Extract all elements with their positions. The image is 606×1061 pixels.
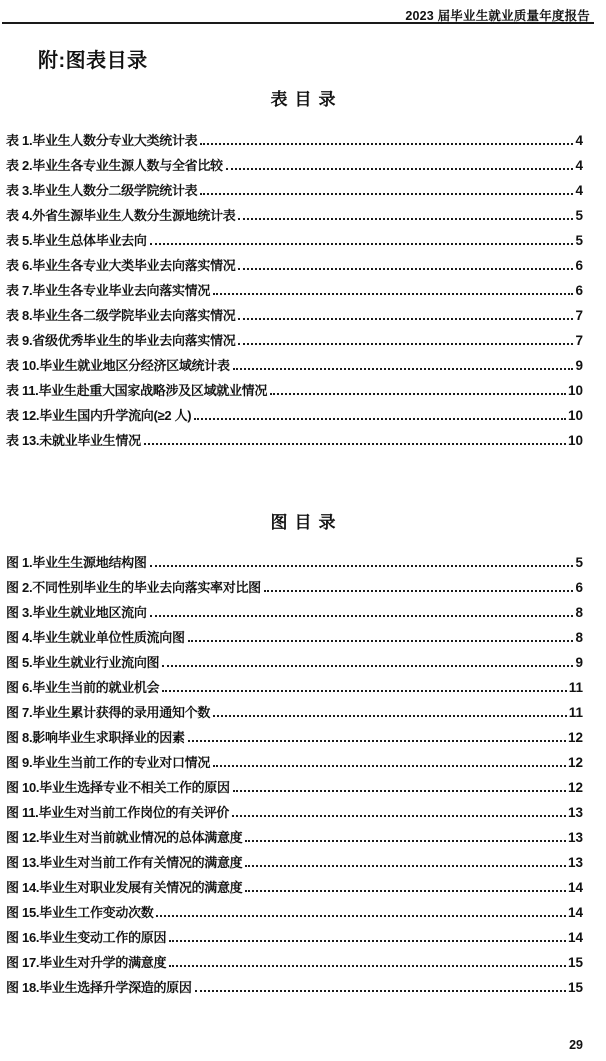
toc-entry-label: 图 5.毕业生就业行业流向图	[6, 655, 160, 670]
toc-entry-label: 表 7.毕业生各专业毕业去向落实情况	[6, 283, 211, 298]
toc-dot-leader	[245, 890, 566, 892]
toc-dot-leader	[232, 815, 566, 817]
toc-entry[interactable]	[6, 399, 583, 424]
toc-entry[interactable]	[6, 796, 583, 821]
figure-toc-list	[6, 546, 583, 996]
toc-entry-label: 表 2.毕业生各专业生源人数与全省比较	[6, 158, 223, 173]
toc-dot-leader	[156, 915, 565, 917]
toc-entry-label: 图 7.毕业生累计获得的录用通知个数	[6, 705, 211, 720]
toc-dot-leader	[226, 168, 574, 170]
toc-entry-page: 6	[575, 257, 583, 273]
toc-dot-leader	[238, 218, 573, 220]
toc-entry-label: 表 11.毕业生赴重大国家战略涉及区域就业情况	[6, 383, 268, 398]
toc-entry-page: 6	[575, 579, 583, 595]
toc-dot-leader	[245, 865, 566, 867]
toc-entry[interactable]	[6, 424, 583, 449]
toc-entry-page: 6	[575, 282, 583, 298]
toc-dot-leader	[200, 143, 573, 145]
toc-entry[interactable]	[6, 149, 583, 174]
toc-entry-label: 表 6.毕业生各专业大类毕业去向落实情况	[6, 258, 236, 273]
toc-entry-page: 15	[567, 979, 583, 995]
toc-entry-label: 图 17.毕业生对升学的满意度	[6, 955, 167, 970]
toc-entry-label: 图 15.毕业生工作变动次数	[6, 905, 154, 920]
toc-entry[interactable]	[6, 596, 583, 621]
toc-entry[interactable]	[6, 646, 583, 671]
toc-entry-page: 5	[575, 554, 583, 570]
toc-dot-leader	[195, 990, 566, 992]
header-divider-line	[2, 22, 594, 24]
toc-dot-leader	[200, 193, 573, 195]
toc-dot-leader	[150, 615, 574, 617]
toc-entry[interactable]	[6, 871, 583, 896]
toc-dot-leader	[213, 293, 573, 295]
toc-dot-leader	[169, 940, 566, 942]
toc-entry-page: 13	[567, 854, 583, 870]
toc-entry[interactable]	[6, 696, 583, 721]
toc-dot-leader	[150, 565, 574, 567]
toc-entry-page: 13	[567, 804, 583, 820]
toc-entry-label: 图 3.毕业生就业地区流向	[6, 605, 147, 620]
toc-entry-page: 14	[567, 879, 583, 895]
toc-entry-page: 12	[567, 729, 583, 745]
toc-entry[interactable]	[6, 746, 583, 771]
toc-entry-label: 图 2.不同性别毕业生的毕业去向落实率对比图	[6, 580, 261, 595]
toc-entry[interactable]	[6, 971, 583, 996]
toc-entry-label: 表 8.毕业生各二级学院毕业去向落实情况	[6, 308, 236, 323]
toc-entry[interactable]	[6, 921, 583, 946]
toc-entry-page: 4	[575, 182, 583, 198]
toc-entry-label: 图 11.毕业生对当前工作岗位的有关评价	[6, 805, 229, 820]
toc-entry-label: 图 12.毕业生对当前就业情况的总体满意度	[6, 830, 243, 845]
toc-entry-label: 图 9.毕业生当前工作的专业对口情况	[6, 755, 211, 770]
toc-dot-leader	[169, 965, 566, 967]
toc-entry-page: 11	[568, 679, 583, 695]
toc-dot-leader	[233, 368, 574, 370]
toc-entry-page: 9	[575, 357, 583, 373]
toc-entry-page: 15	[567, 954, 583, 970]
toc-entry[interactable]	[6, 249, 583, 274]
toc-entry-label: 表 9.省级优秀毕业生的毕业去向落实情况	[6, 333, 236, 348]
toc-dot-leader	[245, 840, 566, 842]
toc-entry-page: 13	[567, 829, 583, 845]
toc-dot-leader	[213, 765, 566, 767]
toc-entry-label: 表 4.外省生源毕业生人数分生源地统计表	[6, 208, 236, 223]
toc-entry[interactable]	[6, 946, 583, 971]
table-toc-section-title: 表目录	[270, 90, 343, 110]
toc-entry[interactable]	[6, 546, 583, 571]
page-number: 29	[569, 1038, 583, 1052]
appendix-title: 附:图表目录	[38, 50, 148, 72]
toc-entry-label: 图 6.毕业生当前的就业机会	[6, 680, 160, 695]
toc-entry-page: 10	[567, 407, 583, 423]
toc-entry[interactable]	[6, 821, 583, 846]
toc-entry-label: 图 4.毕业生就业单位性质流向图	[6, 630, 185, 645]
toc-dot-leader	[188, 740, 566, 742]
toc-entry-label: 图 14.毕业生对职业发展有关情况的满意度	[6, 880, 243, 895]
toc-entry[interactable]	[6, 374, 583, 399]
toc-entry-label: 表 10.毕业生就业地区分经济区域统计表	[6, 358, 230, 373]
toc-entry-page: 11	[568, 704, 583, 720]
toc-dot-leader	[162, 690, 566, 692]
toc-dot-leader	[194, 418, 566, 420]
toc-entry-label: 图 13.毕业生对当前工作有关情况的满意度	[6, 855, 243, 870]
toc-entry-page: 9	[575, 654, 583, 670]
toc-dot-leader	[162, 665, 573, 667]
toc-entry[interactable]	[6, 324, 583, 349]
toc-entry-page: 10	[567, 382, 583, 398]
toc-dot-leader	[144, 443, 566, 445]
toc-dot-leader	[270, 393, 566, 395]
toc-entry-label: 图 18.毕业生选择升学深造的原因	[6, 980, 192, 995]
toc-entry-page: 5	[575, 232, 583, 248]
toc-dot-leader	[150, 243, 574, 245]
toc-entry[interactable]	[6, 671, 583, 696]
toc-dot-leader	[238, 343, 573, 345]
toc-entry-page: 12	[567, 779, 583, 795]
toc-entry[interactable]	[6, 721, 583, 746]
toc-entry[interactable]	[6, 771, 583, 796]
toc-entry[interactable]	[6, 199, 583, 224]
figure-toc-section-title: 图目录	[270, 513, 343, 533]
toc-entry[interactable]	[6, 349, 583, 374]
toc-dot-leader	[238, 318, 573, 320]
toc-entry-label: 图 8.影响毕业生求职择业的因素	[6, 730, 185, 745]
toc-entry-label: 表 13.未就业毕业生情况	[6, 433, 141, 448]
toc-entry-label: 表 12.毕业生国内升学流向(≥2 人)	[6, 408, 192, 423]
toc-dot-leader	[238, 268, 573, 270]
toc-dot-leader	[264, 590, 574, 592]
table-toc-list	[6, 124, 583, 449]
toc-entry[interactable]	[6, 299, 583, 324]
toc-entry[interactable]	[6, 224, 583, 249]
toc-entry-label: 表 3.毕业生人数分二级学院统计表	[6, 183, 198, 198]
toc-dot-leader	[213, 715, 567, 717]
toc-entry-label: 表 5.毕业生总体毕业去向	[6, 233, 147, 248]
toc-entry-page: 12	[567, 754, 583, 770]
toc-entry-label: 图 16.毕业生变动工作的原因	[6, 930, 167, 945]
toc-entry[interactable]	[6, 124, 583, 149]
toc-entry[interactable]	[6, 896, 583, 921]
toc-entry-page: 14	[567, 904, 583, 920]
toc-entry-label: 图 1.毕业生生源地结构图	[6, 555, 147, 570]
toc-entry-page: 14	[567, 929, 583, 945]
toc-entry-page: 8	[575, 604, 583, 620]
toc-entry[interactable]	[6, 846, 583, 871]
toc-entry-page: 5	[575, 207, 583, 223]
toc-dot-leader	[188, 640, 574, 642]
toc-entry[interactable]	[6, 571, 583, 596]
toc-entry[interactable]	[6, 621, 583, 646]
toc-entry-page: 10	[567, 432, 583, 448]
running-header: 2023 届毕业生就业质量年度报告	[405, 9, 590, 23]
toc-entry-page: 8	[575, 629, 583, 645]
toc-entry-page: 4	[575, 157, 583, 173]
toc-dot-leader	[233, 790, 566, 792]
toc-entry-label: 表 1.毕业生人数分专业大类统计表	[6, 133, 198, 148]
toc-entry-page: 7	[575, 307, 583, 323]
toc-entry[interactable]	[6, 174, 583, 199]
toc-entry-label: 图 10.毕业生选择专业不相关工作的原因	[6, 780, 230, 795]
toc-entry-page: 7	[575, 332, 583, 348]
toc-entry-page: 4	[575, 132, 583, 148]
toc-entry[interactable]	[6, 274, 583, 299]
